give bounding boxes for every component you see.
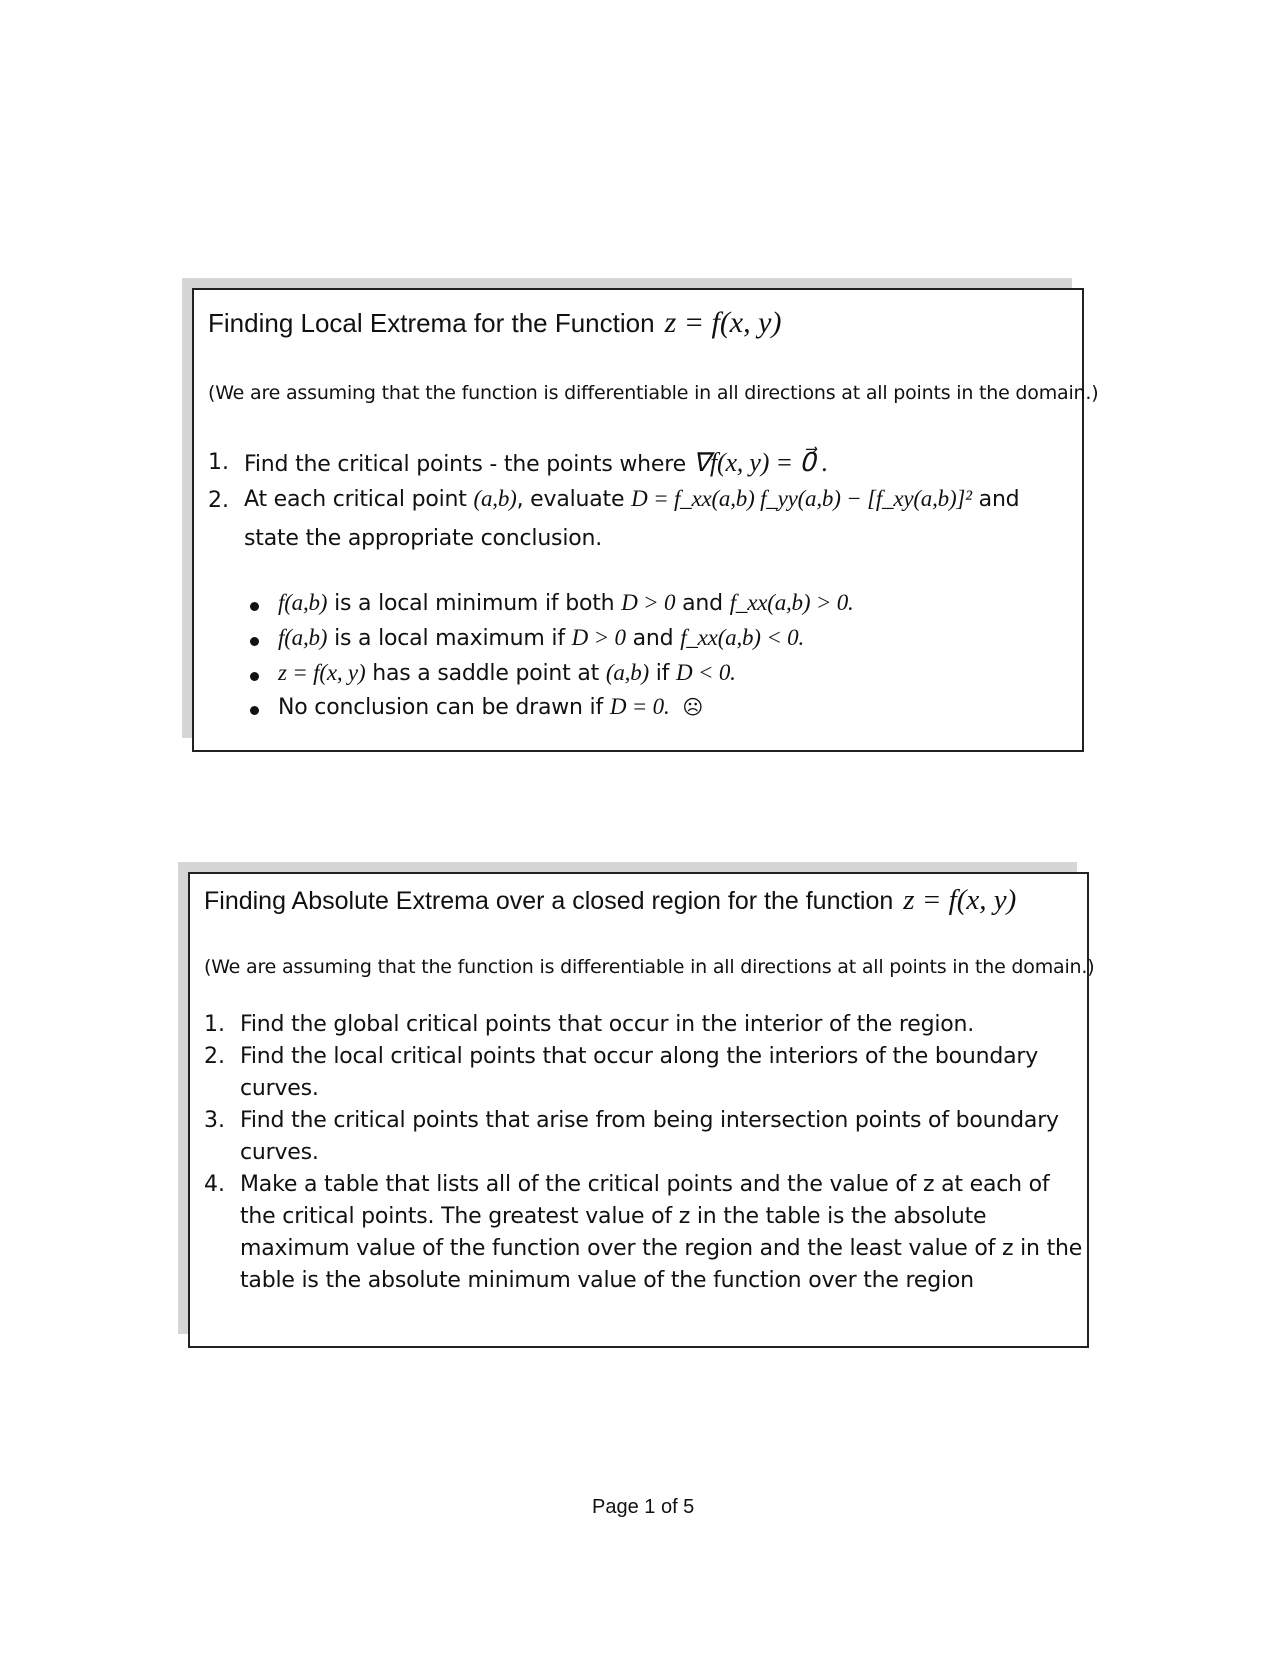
- box2-title-math: z = f(x, y): [903, 884, 1017, 916]
- box2-assumption-note: (We are assuming that the function is differentiable in all directions at all points in the domain.): [204, 956, 1095, 978]
- box2-step4-line2: the critical points. The greatest value of z in the table is the absolute: [240, 1204, 987, 1229]
- conclusion-2-math-a: f(a,b): [278, 625, 328, 650]
- sad-face-icon: ☹: [682, 695, 703, 719]
- conclusion-4-math-b: D = 0.: [609, 694, 670, 719]
- box2-title-text: Finding Absolute Extrema over a closed region for the function: [204, 887, 894, 915]
- box2-step2-line1: Find the local critical points that occur along the interiors of the boundary: [240, 1044, 1039, 1069]
- conclusion-no-conclusion: [278, 694, 703, 720]
- box2-step1-line1: Find the global critical points that occur in the interior of the region.: [240, 1012, 975, 1037]
- box1-step2-text-b: , evaluate: [516, 487, 625, 512]
- box1-step2: [244, 486, 1019, 512]
- conclusion-2-math-b: D > 0: [571, 625, 626, 650]
- box1-step2-text-a: At each critical point: [244, 487, 467, 512]
- conclusion-3-text-a: has a saddle point at: [372, 661, 600, 686]
- box2-step4-line1: Make a table that lists all of the critical points and the value of z at each of: [240, 1172, 1050, 1197]
- box2-step2-number: 2.: [204, 1044, 225, 1069]
- conclusion-1-text-a: is a local minimum if both: [334, 591, 615, 616]
- box1-step2-continuation: state the appropriate conclusion.: [244, 526, 603, 551]
- box2-step4-line3: maximum value of the function over the region and the least value of z in the: [240, 1236, 1083, 1261]
- conclusion-saddle-point: [278, 660, 736, 686]
- box1-step2-number: 2.: [208, 488, 229, 513]
- box2-step1-number: 1.: [204, 1012, 225, 1037]
- page-number: Page 1 of 5: [592, 1496, 695, 1518]
- bullet-icon: [250, 637, 259, 646]
- box1-step1-text: Find the critical points - the points where: [244, 452, 686, 477]
- conclusion-2-math-c: f_xx(a,b) < 0.: [680, 625, 805, 650]
- box1-step1-math: ∇f(x, y) = 0⃗ .: [692, 448, 829, 477]
- conclusion-local-maximum: [278, 625, 804, 651]
- local-extrema-box: [192, 288, 1099, 752]
- box1-title-math: z = f(x, y): [664, 306, 782, 339]
- box1-step2-math-a: (a,b): [473, 486, 517, 511]
- box1-step1: [244, 448, 828, 478]
- bullet-icon: [250, 602, 259, 611]
- conclusion-3-math-c: D < 0.: [676, 660, 736, 685]
- box1-title: [208, 306, 781, 340]
- box2-step4-line4: table is the absolute minimum value of the function over the region: [240, 1268, 974, 1293]
- conclusion-3-text-b: if: [655, 661, 670, 686]
- box1-step2-text-c: and: [978, 487, 1020, 512]
- absolute-extrema-box: [188, 872, 1095, 1348]
- conclusion-1-math-c: f_xx(a,b) > 0.: [729, 590, 854, 615]
- conclusion-2-text-a: is a local maximum if: [334, 626, 565, 651]
- box1-step2-discriminant: D = f_xx(a,b) f_yy(a,b) − [f_xy(a,b)]²: [631, 486, 972, 511]
- box2-step3-line2: curves.: [240, 1140, 319, 1165]
- conclusion-1-math-b: D > 0: [621, 590, 676, 615]
- conclusion-local-minimum: [278, 590, 854, 616]
- box2-title: [204, 884, 1016, 917]
- box2-step2-line2: curves.: [240, 1076, 319, 1101]
- conclusion-1-math-a: f(a,b): [278, 590, 328, 615]
- conclusion-1-text-b: and: [682, 591, 723, 616]
- box2-step3-line1: Find the critical points that arise from being intersection points of boundary: [240, 1108, 1059, 1133]
- box2-step3-number: 3.: [204, 1108, 225, 1133]
- conclusion-3-math-a: z = f(x, y): [278, 660, 366, 685]
- conclusion-4-text-a: No conclusion can be drawn if: [278, 695, 604, 720]
- box1-assumption-note: (We are assuming that the function is differentiable in all directions at all points in the domain.): [208, 382, 1099, 404]
- box2-step4-number: 4.: [204, 1172, 225, 1197]
- conclusion-2-text-b: and: [632, 626, 674, 651]
- box1-step1-number: 1.: [208, 450, 229, 475]
- box1-title-text: Finding Local Extrema for the Function: [208, 308, 655, 338]
- bullet-icon: [250, 672, 259, 681]
- conclusion-3-math-b: (a,b): [605, 660, 649, 685]
- bullet-icon: [250, 706, 259, 715]
